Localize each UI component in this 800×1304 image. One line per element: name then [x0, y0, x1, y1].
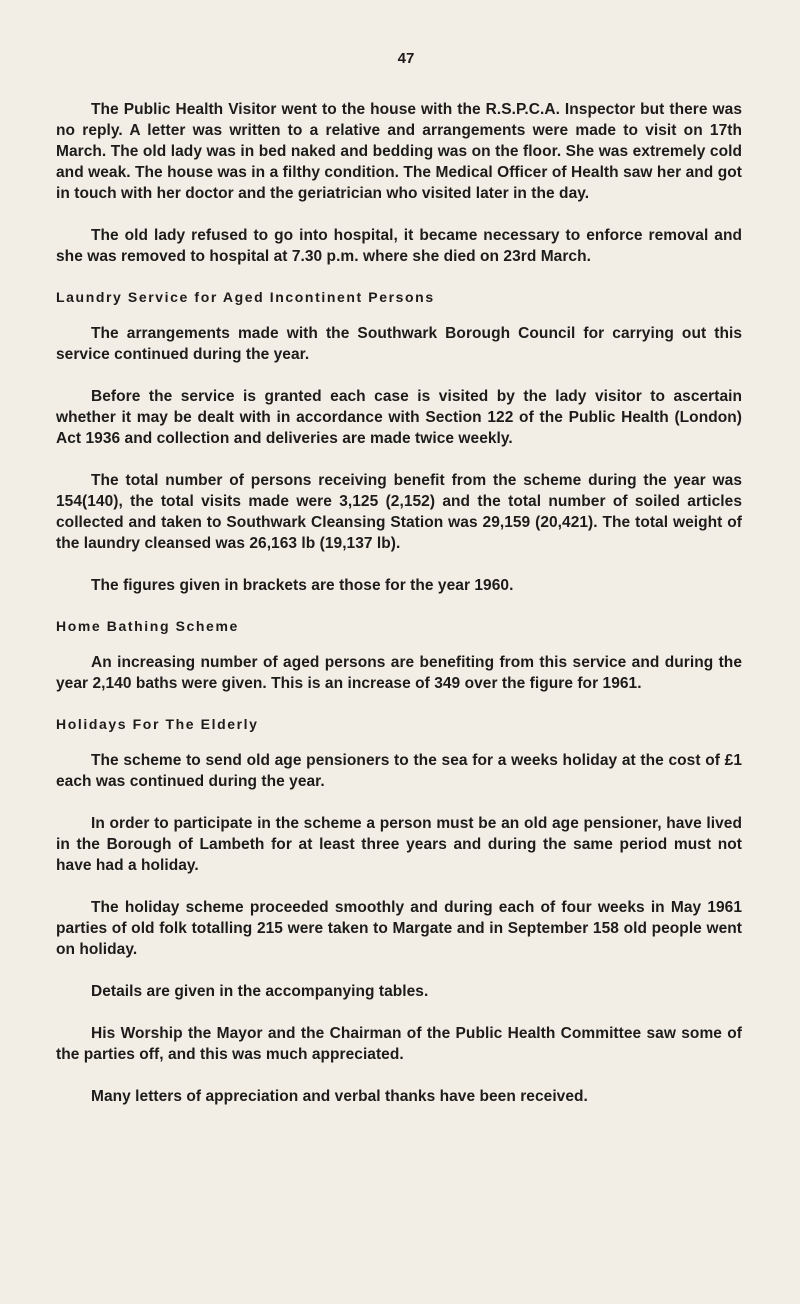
paragraph-laundry-eligibility: Before the service is granted each case is visited by the lady visitor to ascertain whether it may be dealt with in accordance with Section 122 of the Public Health (London) Act 1936 and collection and deliveries are made twice weekly. — [56, 388, 742, 447]
paragraph-holiday-parties: The holiday scheme proceeded smoothly and during each of four weeks in May 1961 parties of old folk totalling 215 were taken to Margate and in September 158 old people went on holiday. — [56, 899, 742, 958]
paragraph-details-tables: Details are given in the accompanying tables. — [91, 983, 429, 1000]
heading-home-bathing: Home Bathing Scheme — [56, 618, 239, 634]
paragraph-holiday-eligibility: In order to participate in the scheme a person must be an old age pensioner, have lived in the Borough of Lambeth for at least three years and during the same period must not have had a holiday. — [56, 815, 742, 874]
paragraph-laundry-statistics: The total number of persons receiving benefit from the scheme during the year was 154(140), the total visits made were 3,125 (2,152) and the total number of soiled articles collected and taken to Southwark Cleansing Station was 29,159 (20,421). The total weight of the laundry cleansed was 26,163 lb (19,137 lb). — [56, 472, 742, 552]
paragraph-laundry-arrangements: The arrangements made with the Southwark Borough Council for carrying out this service continued during the year. — [56, 325, 742, 363]
page-number: 47 — [397, 50, 415, 67]
paragraph-visitor-account: The Public Health Visitor went to the house with the R.S.P.C.A. Inspector but there was no reply. A letter was written to a relative and arrangements were made to visit on 17th March. The old lady was in bed naked and bedding was on the floor. She was extremely cold and weak. The house was in a filthy condition. The Medical Officer of Health saw her and got in touch with her doctor and the geriatrician who visited later in the day. — [56, 101, 742, 202]
paragraph-letters-appreciation: Many letters of appreciation and verbal thanks have been received. — [91, 1088, 588, 1105]
paragraph-holiday-scheme-cost: The scheme to send old age pensioners to the sea for a weeks holiday at the cost of £1 each was continued during the year. — [56, 752, 742, 790]
paragraph-home-bathing: An increasing number of aged persons are benefiting from this service and during the year 2,140 baths were given. This is an increase of 349 over the figure for 1961. — [56, 654, 742, 692]
heading-laundry-service: Laundry Service for Aged Incontinent Persons — [56, 289, 435, 305]
paragraph-removal-to-hospital: The old lady refused to go into hospital, it became necessary to enforce removal and she was removed to hospital at 7.30 p.m. where she died on 23rd March. — [56, 227, 742, 265]
heading-holidays-elderly: Holidays For The Elderly — [56, 716, 259, 732]
paragraph-bracket-note: The figures given in brackets are those for the year 1960. — [91, 577, 514, 594]
paragraph-mayor-visit: His Worship the Mayor and the Chairman of the Public Health Committee saw some of the parties off, and this was much appreciated. — [56, 1025, 742, 1063]
